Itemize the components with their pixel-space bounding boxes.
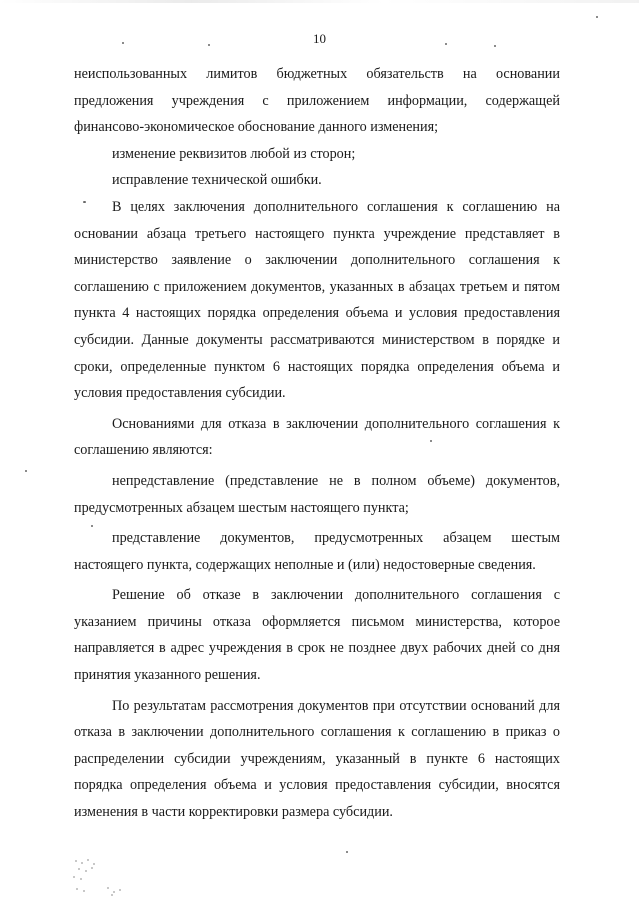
paragraph-7: представление документов, предусмотренных абзацем шестым настоящего пункта, содержащих неполные и (или) недостоверные сведения. — [74, 530, 560, 573]
scan-edge — [0, 0, 639, 3]
scan-speck — [122, 42, 124, 44]
paragraph-6: непредставление (представление не в полном объеме) документов, предусмотренных абзацем шестым настоящего пункта; — [74, 472, 560, 516]
document-body — [74, 61, 560, 826]
paragraph-1: неиспользованных лимитов бюджетных обязательств на основании предложения учреждения с приложением информации, содержащей финансово-экономическое обоснование данного изменения; — [74, 66, 560, 136]
paragraph-3: исправление технической ошибки. — [112, 172, 322, 189]
scan-speck — [430, 440, 432, 442]
paragraph-8: Решение об отказе в заключении дополнительного соглашения с указанием причины отказа оформляется письмом министерства, которое направляется в адрес учреждения в срок не позднее двух рабочих дней со дня принятия указанного решения. — [74, 587, 560, 684]
paragraph-9: По результатам рассмотрения документов при отсутствии оснований для отказа в заключении дополнительного соглашения к соглашению в приказ о распределении субсидии учреждениям, указанный в пункте 6 настоящих порядка определения объема и условия предоставления субсидии, вносятся изменения в части корректировки размера субсидии. — [74, 697, 560, 821]
scan-speck — [83, 201, 86, 203]
stamp-residue — [68, 855, 130, 899]
scan-speck — [208, 44, 210, 46]
scan-speck — [91, 525, 93, 527]
scan-speck — [494, 45, 496, 47]
paragraph-4: В целях заключения дополнительного соглашения к соглашению на основании абзаца третьего настоящего пункта учреждение представляет в министерство заявление о заключении дополнительного соглашения к соглашению с приложением документов, указанных в абзацах третьем и пятом пункта 4 настоящих порядка определения объема и условия предоставления субсидии. Данные документы рассматриваются министерством в порядке и сроки, определенные пунктом 6 настоящих порядка определения объема и условия предоставления субсидии. — [74, 198, 560, 402]
paragraph-2: изменение реквизитов любой из сторон; — [112, 145, 356, 162]
page-number: 10 — [313, 31, 326, 46]
paragraph-5: Основаниями для отказа в заключении дополнительного соглашения к соглашению являются: — [74, 415, 560, 459]
scan-speck — [25, 470, 27, 472]
scan-speck — [596, 16, 598, 18]
scan-speck — [445, 43, 447, 45]
scan-speck — [346, 851, 348, 853]
